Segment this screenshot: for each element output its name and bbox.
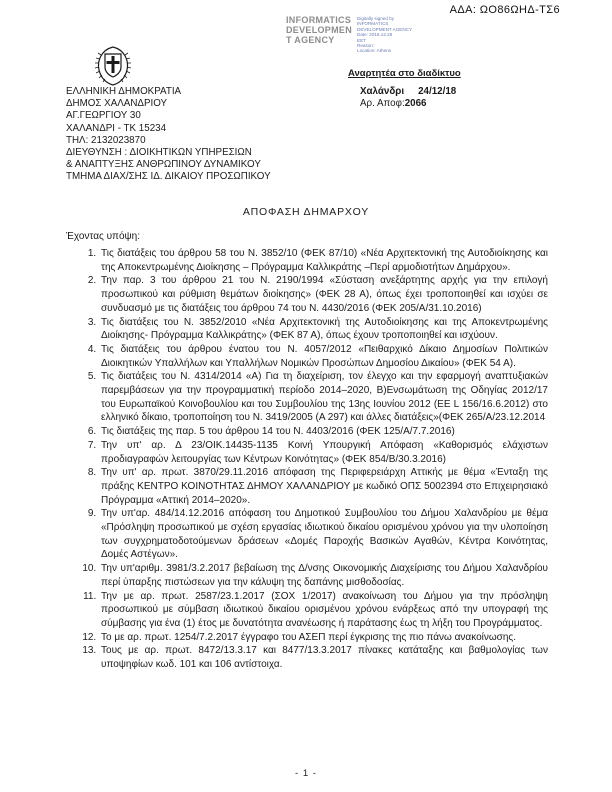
list-item: 12. Το με αρ. πρωτ. 1254/7.2.2017 έγγραφο του ΑΣΕΠ περί έγκρισης της πιο πάνω ανακοίνωσης. [99,631,548,645]
stamp-agency-line: INFORMATICS [286,15,352,25]
date-and-number-block [360,86,456,110]
decision-number-line [360,98,456,110]
stamp-agency-name [286,15,352,45]
organization-address-block [66,86,271,184]
emblem-svg [94,46,132,86]
posted-online-label: Αναρτητέα στο διαδίκτυο [348,68,461,79]
decision-number-value: 2066 [404,98,427,110]
list-item: 11. Την με αρ. πρωτ. 2587/23.1.2017 (ΣΟΧ 1/2017) ανακοίνωση του Δήμου για την πρόσληψη προσωπικού με σύμβαση ιδιωτικού δικαίου ορισμένου χρόνου ενάρξεως από την υπογραφή της σύμβασης για ένα (1) έτος με δυνατότητα ανανέωσης ή παράτασης έως τη λήξη του Προγράμματος. [99,590,548,631]
decision-number-label: Αρ. Αποφ: [360,98,405,110]
digital-signature-stamp [286,15,412,54]
date-value: 24/12/18 [418,86,457,97]
stamp-agency-line: DEVELOPMEN [286,25,353,35]
organization-line: ΧΑΛΑΝΔΡΙ - ΤΚ 15234 [66,122,167,134]
list-item: 7. Την υπ' αρ. Δ 23/ΟΙΚ.14435-1135 Κοινή Υπουργική Απόφαση «Καθορισμός ελάχιστων προδιαγραφών λειτουργίας των Κέντρων Κοινότητας» (ΦΕΚ 854/Β/30.3.2016) [99,439,548,466]
having-regard-label: Έχοντας υπόψη: [66,231,140,242]
list-item: 3. Τις διατάξεις του Ν. 3852/2010 «Νέα Αρχιτεκτονική της Αυτοδιοίκησης και της Αποκεντρωμένης Διοίκησης- Πρόγραμμα Καλλικράτης» (ΦΕΚ 87 Α), όπως έχουν τροποποιηθεί και ισχύουν. [99,316,548,343]
page-number: - 1 - [295,768,317,779]
document-title: ΑΠΟΦΑΣΗ ΔΗΜΑΡΧΟΥ [242,206,370,218]
place-date-line [360,86,456,98]
stamp-detail-line: Digitally signed by [357,16,395,21]
organization-line: ΑΓ.ΓΕΩΡΓΙΟΥ 30 [66,110,141,122]
organization-line: ΤΜΗΜΑ ΔΙΑΧ/ΣΗΣ ΙΔ. ΔΙΚΑΙΟΥ ΠΡΟΣΩΠΙΚΟΥ [66,171,271,183]
list-item: 1. Τις διατάξεις του άρθρου 58 του Ν. 3852/10 (ΦΕΚ 87/10) «Νέα Αρχιτεκτονική της Αυτοδιοίκησης και της Αποκεντρωμένης Διοίκησης – Πρόγραμμα Καλλικράτης –Περί αρμοδιοτήτων Δημάρχου». [99,247,548,274]
organization-line: ΔΙΕΥΘΥΝΣΗ : ΔΙΟΙΚΗΤΙΚΩΝ ΥΠΗΡΕΣΙΩΝ [66,147,252,159]
greek-republic-emblem-icon [94,46,132,86]
list-item: 6. Τις διατάξεις της παρ. 5 του άρθρου 14 του Ν. 4403/2016 (ΦΕΚ 125/Α/7.7.2016) [99,425,548,439]
organization-line: ΤΗΛ: 2132023870 [66,134,146,146]
organization-line: ΕΛΛΗΝΙΚΗ ΔΗΜΟΚΡΑΤΙΑ [66,86,182,97]
list-item: 10. Την υπ'αριθμ. 3981/3.2.2017 βεβαίωση της Δ/νσης Οικονομικής Διαχείρισης του Δήμου Χαλανδρίου περί ύπαρξης πιστώσεων για την κάλυψη της δαπάνης μισθοδοσίας. [99,562,548,589]
ada-code: ΑΔΑ: ΩΟ86ΩΗΔ-ΤΣ6 [449,4,560,16]
stamp-agency-line: T AGENCY [286,35,335,45]
list-item: 2. Την παρ. 3 του άρθρου 21 του Ν. 2190/1994 «Σύσταση ανεξάρτητης αρχής για την επιλογή προσωπικού και ρύθμιση θεμάτων διοίκησης» (ΦΕΚ 28 Α), όπως έχει τροποποιηθεί και ισχύει σε συνδυασμό με τις διατάξεις του άρθρου 74 του Ν. 4430/2016 (ΦΕΚ 205/Α/31.10.2016) [99,274,548,315]
stamp-detail-line: Reason: [357,43,375,49]
list-item: 4. Τις διατάξεις του άρθρου ένατου του Ν. 4057/2012 «Πειθαρχικό Δίκαιο Δημοσίων Πολιτικών Διοικητικών Υπαλλήλων και Υπαλλήλων Νομικών Προσώπων Δημοσίου Δικαίου» (ΦΕΚ 54 Α). [99,343,548,370]
stamp-detail-line: DEVELOPMENT AGENCY [357,26,413,32]
list-item: 8. Την υπ' αρ. πρωτ. 3870/29.11.2016 απόφαση της Περιφερειάρχη Αττικής με θέμα «Ένταξη της πράξης ΚΕΝΤΡΟ ΚΟΙΝΟΤΗΤΑΣ ΔΗΜΟΥ ΧΑΛΑΝΔΡΙΟΥ με κωδικό ΟΠΣ 5002394 στο Επιχειρησιακό Πρόγραμμα «Αττική 2014–2020». [99,466,548,507]
place-label: Χαλάνδρι [360,86,405,97]
list-item: 9. Την υπ'αρ. 484/14.12.2016 απόφαση του Δημοτικού Συμβουλίου του Δήμου Χαλανδρίου με θέμα «Πρόσληψη προσωπικού με σχέση εργασίας ιδιωτικού δικαίου ορισμένου χρόνου για την υλοποίηση των συγχρηματοδοτούμενων δράσεων «Δομές Παροχής Βασικών Αγαθών, Κέντρα Κοινότητας, Δομές Αστέγων». [99,507,548,562]
stamp-detail-line: Date: 2018.12.28 [357,32,393,38]
stamp-detail-line: EET [357,37,366,43]
organization-line: ΔΗΜΟΣ ΧΑΛΑΝΔΡΙΟΥ [66,98,168,110]
stamp-signature-details [357,15,412,54]
legal-considerations-list [81,247,548,672]
list-item: 13. Τους με αρ. πρωτ. 8472/13.3.17 και 8477/13.3.2017 πίνακες κατάταξης και βαθμολογίας των υποψηφίων κωδ. 101 και 106 αντίστοιχα. [99,644,548,671]
stamp-detail-line: INFORMATICS [357,21,389,27]
list-item: 5. Τις διατάξεις του Ν. 4314/2014 «Α) Για τη διαχείριση, τον έλεγχο και την εφαρμογή αναπτυξιακών παρεμβάσεων για την προγραμματική περίοδο 2014–2020, Β)Ενσωμάτωση της Οδηγίας 2012/17 του Ευρωπαϊκού Κοινοβουλίου και του Συμβουλίου της 13ης Ιουνίου 2012 (ΕΕ L 156/16.6.2012) στο ελληνικό δίκαιο, τροποποίηση του Ν. 3419/2005 (Α 297) και άλλες διατάξεις»(ΦΕΚ 265/Α/23.12.2014 [99,370,548,425]
stamp-detail-line: Location: Athens [357,48,391,54]
organization-line: & ΑΝΑΠΤΥΞΗΣ ΑΝΘΡΩΠΙΝΟΥ ΔΥΝΑΜΙΚΟΥ [66,159,261,171]
